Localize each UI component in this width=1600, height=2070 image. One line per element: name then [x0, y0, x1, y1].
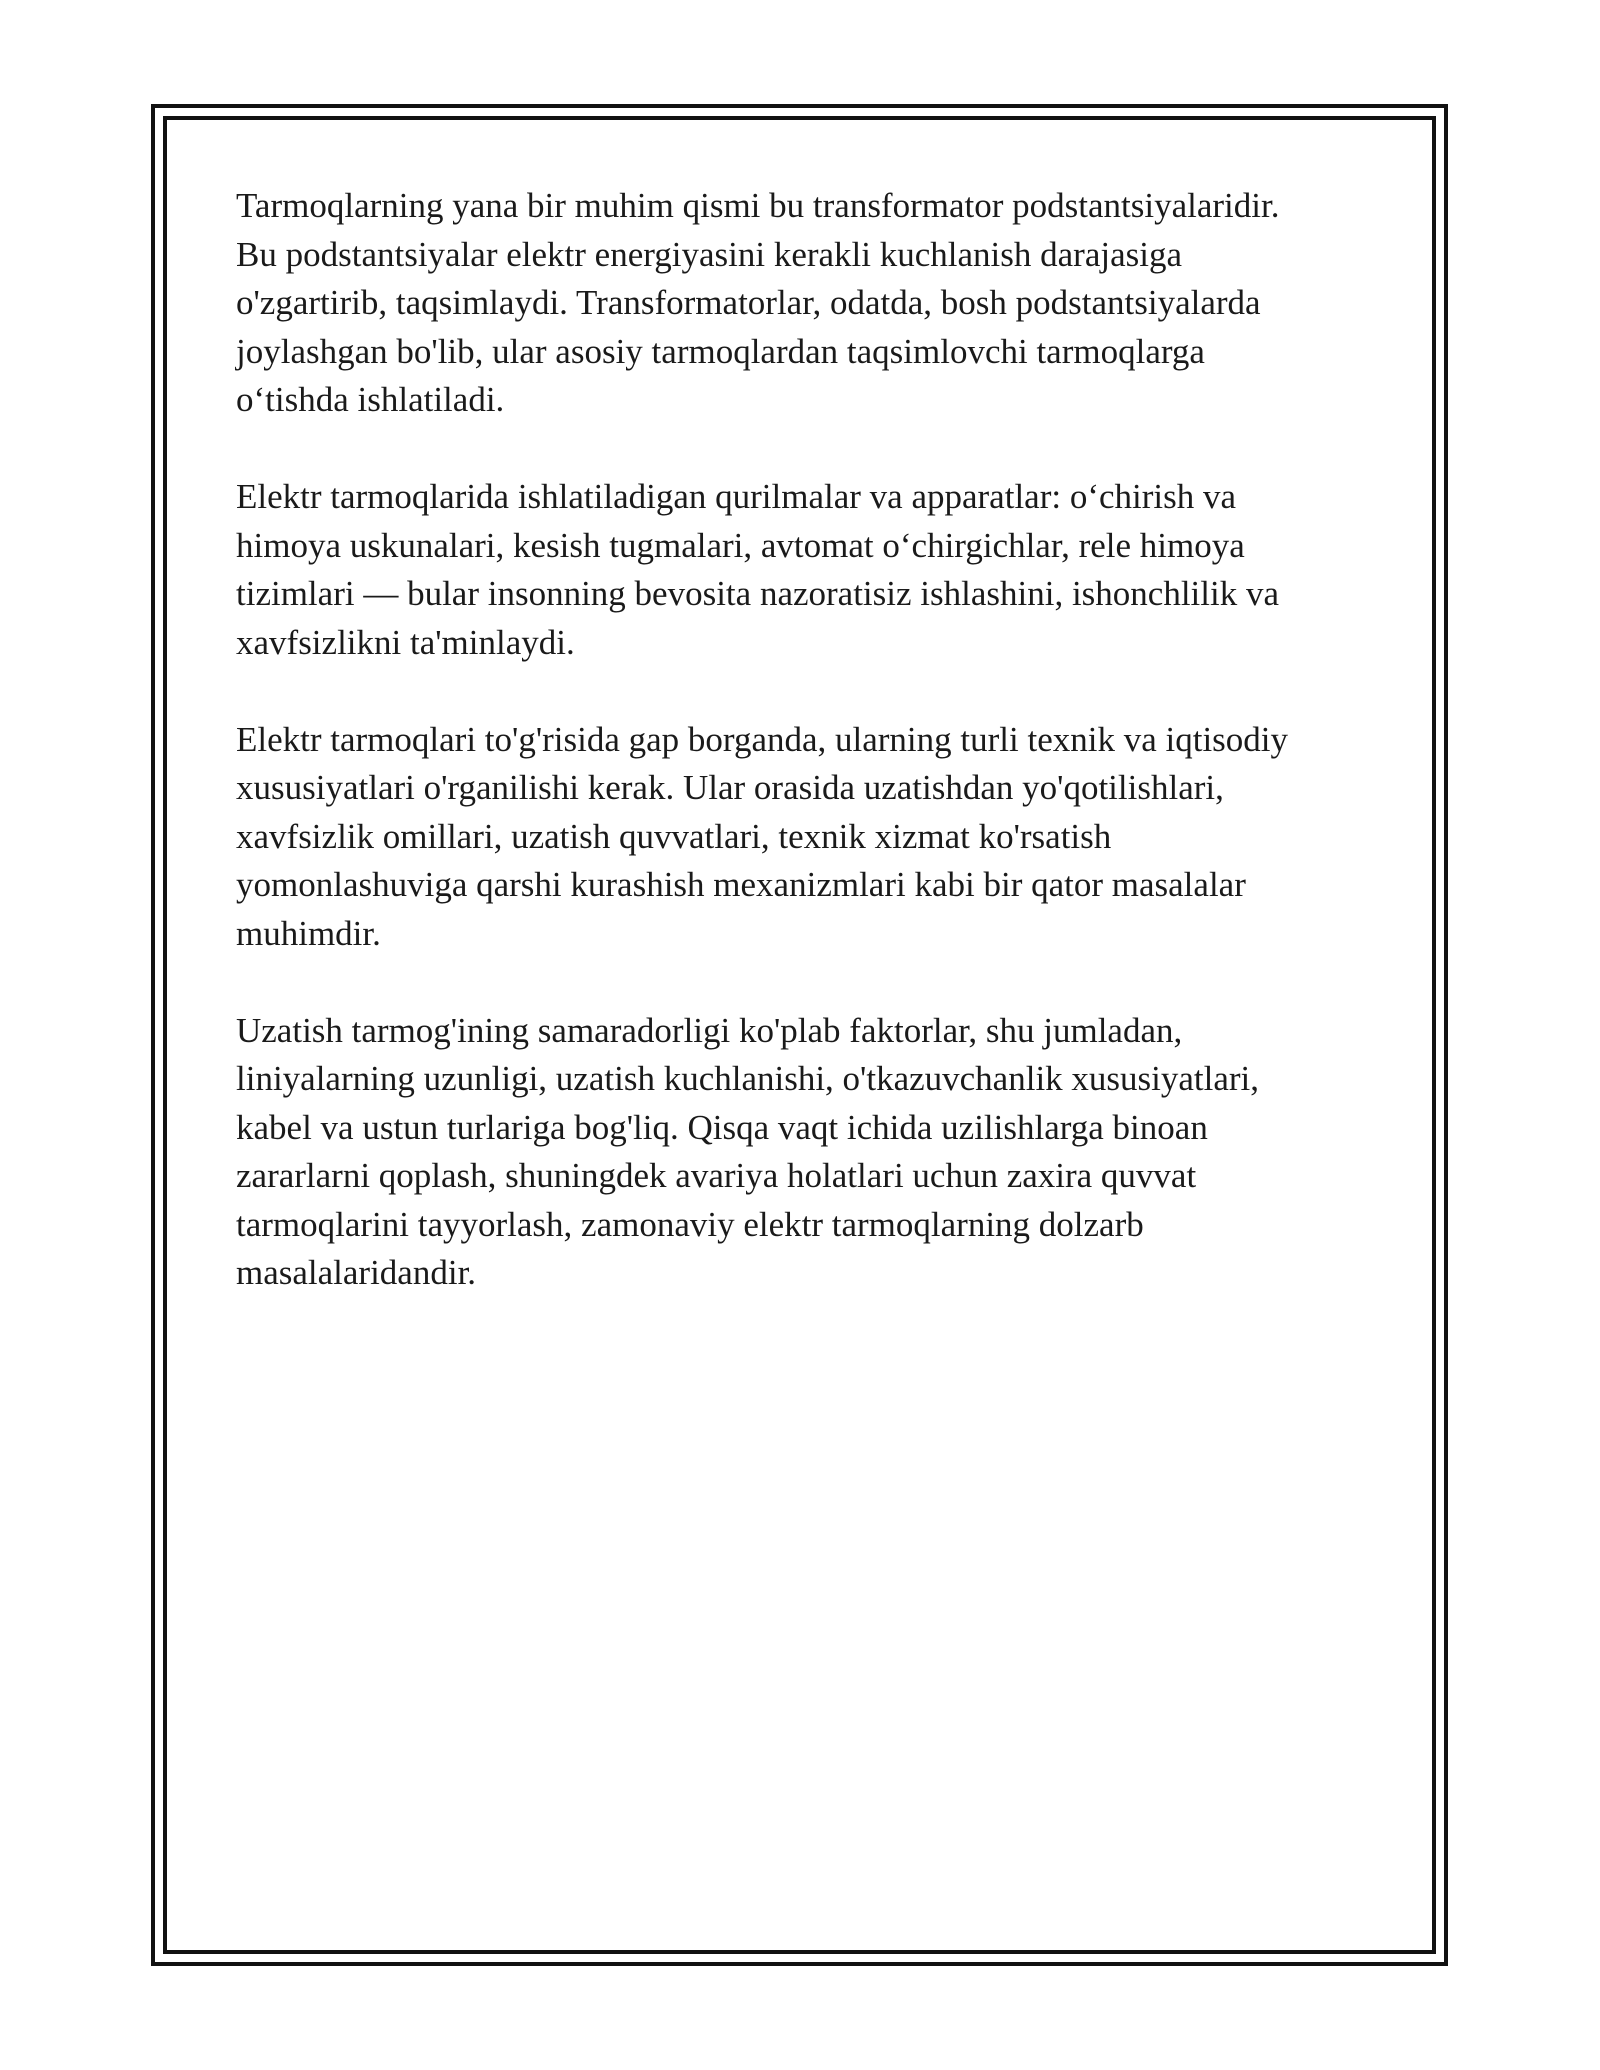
paragraph-transmission-efficiency: Uzatish tarmog'ining samaradorligi ko'plab faktorlar, shu jumladan, liniyalarning uzunligi, uzatish kuchlanishi, o'tkazuvchanlik xususiyatlari, kabel va ustun turlariga bog'liq. Qisqa vaqt ichida uzilishlarga binoan zararlarni qoplash, shuningdek avariya holatlari uchun zaxira quvvat tarmoqlarini tayyorlash, zamonaviy elektr tarmoqlarning dolzarb masalalaridandir.	[236, 1010, 1260, 1292]
paragraph-protection-devices: Elektr tarmoqlarida ishlatiladigan qurilmalar va apparatlar: o‘chirish va himoya uskunalari, kesish tugmalari, avtomat o‘chirgichlar, rele himoya tizimlari — bular insonning bevosita nazoratisiz ishlashini, ishonchlilik va xavfsizlikni ta'minlaydi.	[236, 477, 1280, 662]
document-body	[236, 182, 1366, 1346]
paragraph-network-characteristics: Elektr tarmoqlari to'g'risida gap borganda, ularning turli texnik va iqtisodiy xususiyatlari o'rganilishi kerak. Ular orasida uzatishdan yo'qotilishlari, xavfsizlik omillari, uzatish quvvatlari, texnik xizmat ko'rsatish yomonlashuviga qarshi kurashish mexanizmlari kabi bir qator masalalar muhimdir.	[236, 719, 1289, 953]
paragraph-transformer-substations: Tarmoqlarning yana bir muhim qismi bu transformator podstantsiyalaridir. Bu podstantsiyalar elektr energiyasini kerakli kuchlanish darajasiga o'zgartirib, taqsimlaydi. Transformatorlar, odatda, bosh podstantsiyalarda joylashgan bo'lib, ular asosiy tarmoqlardan taqsimlovchi tarmoqlarga o‘tishda ishlatiladi.	[236, 186, 1280, 419]
